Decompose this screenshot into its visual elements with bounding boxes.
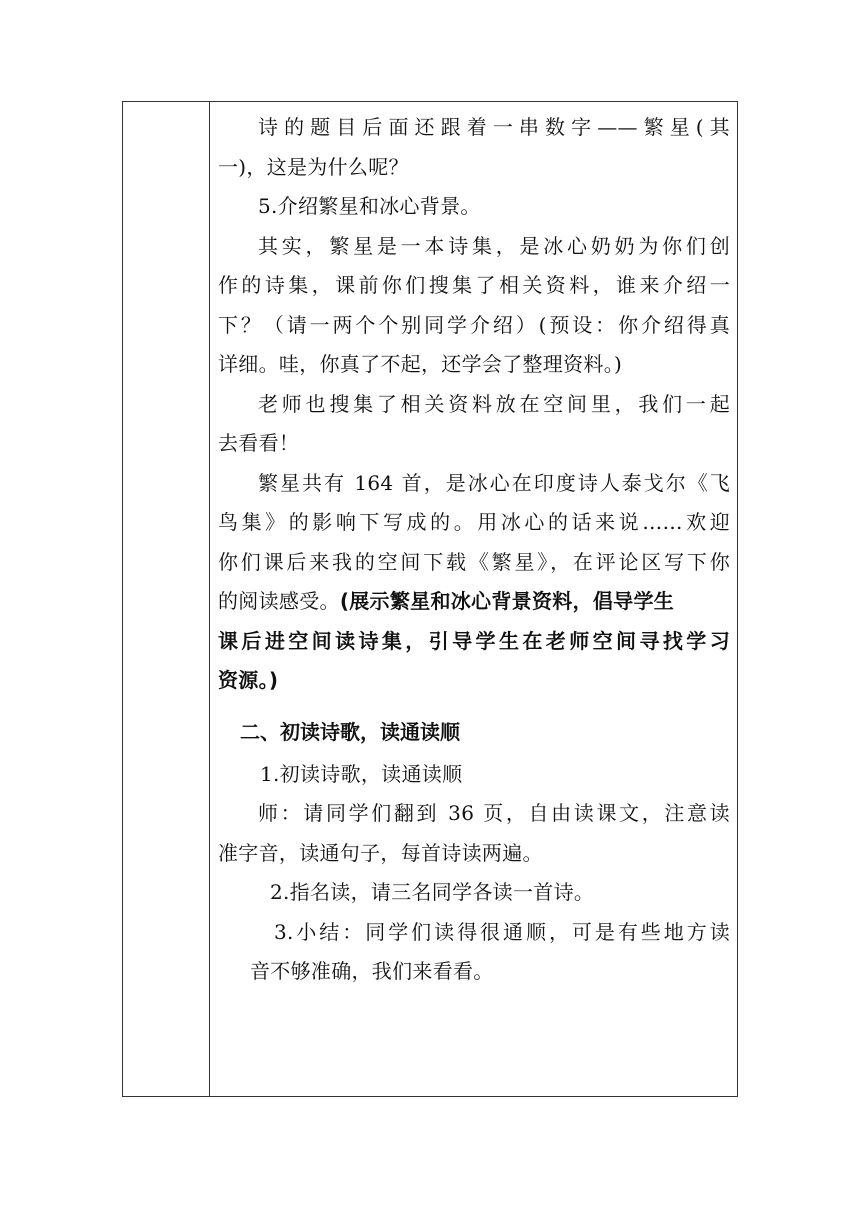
section-block — [218, 755, 730, 992]
section-line: 2.指名读，请三名同学各读一首诗。 — [270, 880, 595, 904]
text-line: 诗的题目后面还跟着一串数字——繁星(其 — [258, 115, 730, 139]
section-line: 准字音，读通句子，每首诗读两遍。 — [218, 840, 543, 865]
text-line: 其实，繁星是一本诗集，是冰心奶奶为你们创 — [258, 233, 730, 258]
section-line: 3.小结：同学们读得很通顺，可是有些地方读 — [274, 919, 730, 944]
text-line: 作的诗集，课前你们搜集了相关资料，谁来介绍一 — [218, 273, 730, 297]
section-line: 音不够准确，我们来看看。 — [250, 959, 494, 983]
text-line: 一)，这是为什么呢？ — [218, 154, 409, 179]
text-line: 去看看！ — [218, 431, 300, 455]
text-line: 下？（请一两个个别同学介绍）(预设：你介绍得真 — [218, 312, 730, 337]
mixed-line — [218, 582, 730, 622]
bold-line: 资源。) — [218, 668, 279, 692]
section-line: 师：请同学们翻到 36 页，自由读课文，注意读 — [258, 801, 730, 825]
content-cell — [218, 108, 730, 992]
paragraph-block — [218, 108, 730, 582]
column-divider — [209, 102, 210, 1096]
section-heading: 二、初读诗歌，读通读顺 — [240, 719, 460, 744]
text-line: 鸟集》的影响下写成的。用冰心的话来说……欢迎 — [218, 510, 730, 534]
text-line: 繁星共有 164 首，是冰心在印度诗人泰戈尔《飞 — [258, 470, 730, 495]
mixed-line-bold: (展示繁星和冰心背景资料，倡导学生 — [339, 589, 675, 613]
text-line: 5.介绍繁星和冰心背景。 — [258, 194, 481, 218]
text-line: 老师也搜集了相关资料放在空间里，我们一起 — [258, 391, 730, 416]
text-line: 你们课后来我的空间下载《繁星》，在评论区写下你 — [218, 549, 730, 574]
section-line: 1.初读诗歌，读通读顺 — [260, 761, 463, 786]
bold-line: 课后进空间读诗集，引导学生在老师空间寻找学习 — [218, 628, 730, 653]
mixed-line-normal: 的阅读感受。 — [218, 589, 340, 613]
lesson-table — [122, 101, 738, 1097]
text-line: 详细。哇，你真了不起，还学会了整理资料。) — [218, 352, 623, 376]
